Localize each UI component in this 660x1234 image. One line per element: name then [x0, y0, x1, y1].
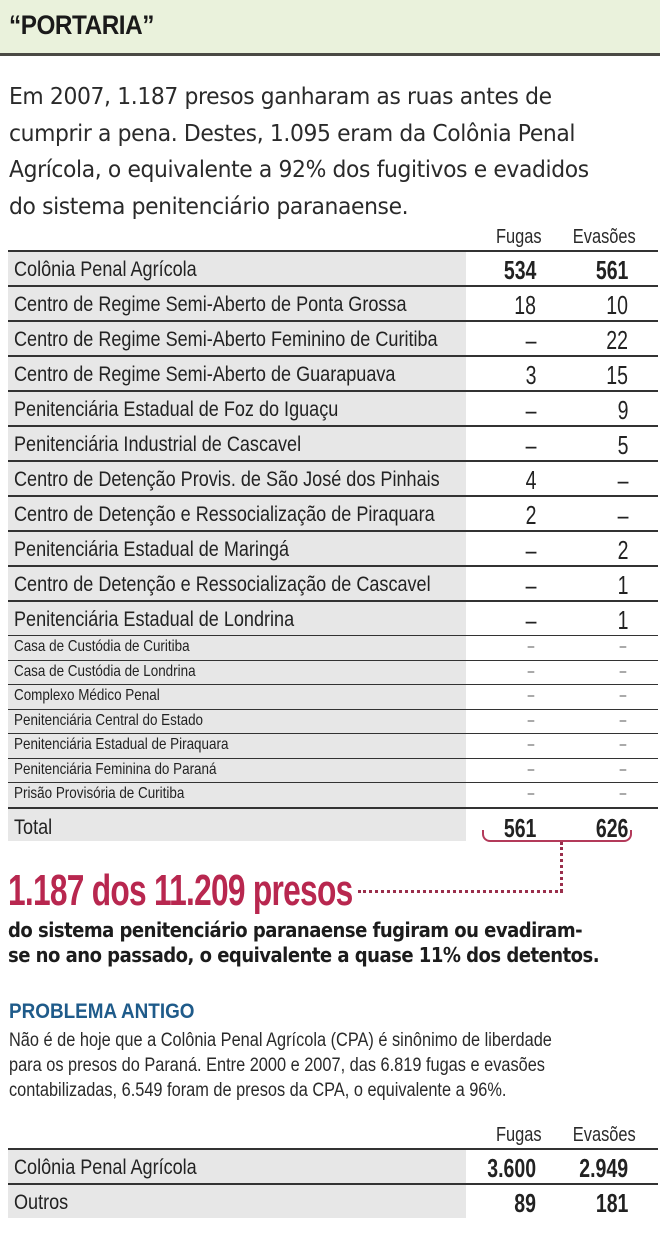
table-row	[8, 1148, 658, 1183]
total-evasoes: 626	[595, 812, 628, 843]
row-name: Penitenciária Estadual de Piraquara	[14, 736, 229, 753]
table-row	[8, 1183, 658, 1218]
row-fugas: 2	[525, 500, 536, 530]
row-name: Casa de Custódia de Londrina	[14, 662, 196, 680]
intro-line: do sistema penitenciário paranaense.	[9, 191, 409, 220]
intro-line: cumprir a pena. Destes, 1.095 eram da Colônia Penal	[9, 118, 576, 147]
row-name: Penitenciária Industrial de Cascavel	[14, 433, 302, 456]
row-fugas: –	[525, 430, 536, 460]
row-evasoes: –	[617, 500, 628, 530]
row-fugas: –	[525, 605, 536, 635]
row-evasoes: 10	[606, 290, 628, 320]
row-fugas: –	[527, 785, 534, 802]
table-row	[8, 782, 658, 807]
table-row	[8, 530, 658, 565]
row-fugas: –	[525, 535, 536, 565]
row-name: Prisão Provisória de Curitiba	[14, 785, 185, 802]
row-evasoes: –	[619, 638, 626, 655]
row-evasoes: 2.949	[579, 1153, 628, 1183]
row-evasoes: –	[619, 760, 626, 778]
table-row	[8, 355, 658, 390]
intro-line: Em 2007, 1.187 presos ganharam as ruas antes de	[9, 82, 552, 110]
table-row	[8, 390, 658, 425]
row-name: Colônia Penal Agrícola	[14, 1156, 197, 1179]
connector-line-horizontal	[358, 890, 563, 893]
row-name: Centro de Detenção e Ressocialização de Cascavel	[14, 573, 431, 596]
total-bracket	[482, 830, 632, 842]
row-name: Penitenciária Estadual de Maringá	[14, 538, 290, 561]
row-name: Centro de Regime Semi-Aberto de Guarapuava	[14, 363, 396, 386]
row-evasoes: 561	[595, 255, 628, 285]
row-evasoes: 181	[595, 1188, 628, 1218]
table-row	[8, 250, 658, 285]
total-label: Total	[14, 815, 53, 839]
column-header-fugas: Fugas	[496, 226, 542, 248]
table-row	[8, 758, 658, 783]
highlight-line: do sistema penitenciário paranaense fugiram ou evadiram-	[8, 918, 583, 942]
row-name: Centro de Detenção e Ressocialização de Piraquara	[14, 503, 435, 526]
column-header-evasoes: Evasões	[573, 226, 636, 248]
page-title: “PORTARIA”	[9, 10, 154, 40]
total-fugas: 561	[503, 812, 536, 843]
table-row	[8, 635, 658, 660]
row-name: Penitenciária Feminina do Paraná	[14, 760, 217, 778]
row-evasoes: –	[619, 736, 626, 753]
row-evasoes: 1	[617, 570, 628, 600]
row-fugas: 534	[503, 255, 536, 285]
row-fugas: –	[527, 760, 534, 778]
row-name: Complexo Médico Penal	[14, 687, 160, 704]
row-evasoes: 9	[617, 395, 628, 425]
row-evasoes: –	[619, 662, 626, 680]
row-name: Penitenciária Central do Estado	[14, 711, 204, 729]
section-title: PROBLEMA ANTIGO	[9, 1000, 195, 1023]
section-line: para os presos do Paraná. Entre 2000 e 2007, das 6.819 fugas e evasões	[9, 1055, 545, 1076]
table-row	[8, 600, 658, 635]
highlight-line: se no ano passado, o equivalente a quase 11% dos detentos.	[8, 943, 600, 967]
section-paragraph	[9, 1028, 552, 1103]
table-row	[8, 320, 658, 355]
table-row	[8, 684, 658, 709]
row-evasoes: –	[619, 687, 626, 704]
escapes-table-2007	[8, 226, 658, 843]
row-fugas: –	[527, 687, 534, 704]
row-evasoes: 15	[606, 360, 628, 390]
table-row	[8, 460, 658, 495]
table-row	[8, 425, 658, 460]
row-fugas: –	[527, 638, 534, 655]
row-fugas: –	[527, 711, 534, 729]
row-evasoes: –	[619, 785, 626, 802]
row-evasoes: 1	[617, 605, 628, 635]
row-fugas: 3	[525, 360, 536, 390]
table-row	[8, 285, 658, 320]
connector-line-vertical	[560, 842, 563, 892]
row-fugas: 89	[514, 1188, 536, 1218]
intro-paragraph	[9, 78, 614, 224]
row-name: Outros	[14, 1191, 69, 1214]
table-row	[8, 709, 658, 734]
column-header-fugas: Fugas	[496, 1124, 542, 1146]
row-fugas: –	[527, 662, 534, 680]
table-row	[8, 495, 658, 530]
header-bar	[0, 0, 660, 56]
table-row	[8, 565, 658, 600]
table-row	[8, 660, 658, 685]
row-evasoes: 5	[617, 430, 628, 460]
row-evasoes: 22	[606, 325, 628, 355]
row-name: Penitenciária Estadual de Foz do Iguaçu	[14, 398, 339, 421]
row-evasoes: –	[617, 465, 628, 495]
highlight-description	[8, 918, 600, 968]
intro-line: Agrícola, o equivalente a 92% dos fugitivos e evadidos	[9, 155, 589, 183]
row-fugas: 18	[514, 290, 536, 320]
table-header	[8, 226, 658, 250]
row-fugas: 4	[525, 465, 536, 495]
row-name: Centro de Detenção Provis. de São José dos Pinhais	[14, 468, 440, 491]
row-fugas: 3.600	[487, 1153, 536, 1183]
row-fugas: –	[527, 736, 534, 753]
table-row	[8, 733, 658, 758]
highlight-number: 1.187 dos 11.209 presos	[8, 866, 353, 915]
row-name: Centro de Regime Semi-Aberto Feminino de Curitiba	[14, 328, 438, 351]
row-fugas: –	[525, 395, 536, 425]
row-name: Penitenciária Estadual de Londrina	[14, 608, 295, 631]
row-name: Casa de Custódia de Curitiba	[14, 638, 190, 655]
row-name: Colônia Penal Agrícola	[14, 258, 197, 281]
section-line: contabilizadas, 6.549 foram de presos da CPA, o equivalente a 96%.	[9, 1080, 507, 1101]
column-header-evasoes: Evasões	[573, 1124, 636, 1146]
row-evasoes: –	[619, 711, 626, 729]
row-name: Centro de Regime Semi-Aberto de Ponta Grossa	[14, 293, 407, 316]
row-fugas: –	[525, 325, 536, 355]
historical-table	[8, 1124, 658, 1218]
row-fugas: –	[525, 570, 536, 600]
table-header	[8, 1124, 658, 1148]
row-evasoes: 2	[617, 535, 628, 565]
section-line: Não é de hoje que a Colônia Penal Agrícola (CPA) é sinônimo de liberdade	[9, 1030, 552, 1051]
